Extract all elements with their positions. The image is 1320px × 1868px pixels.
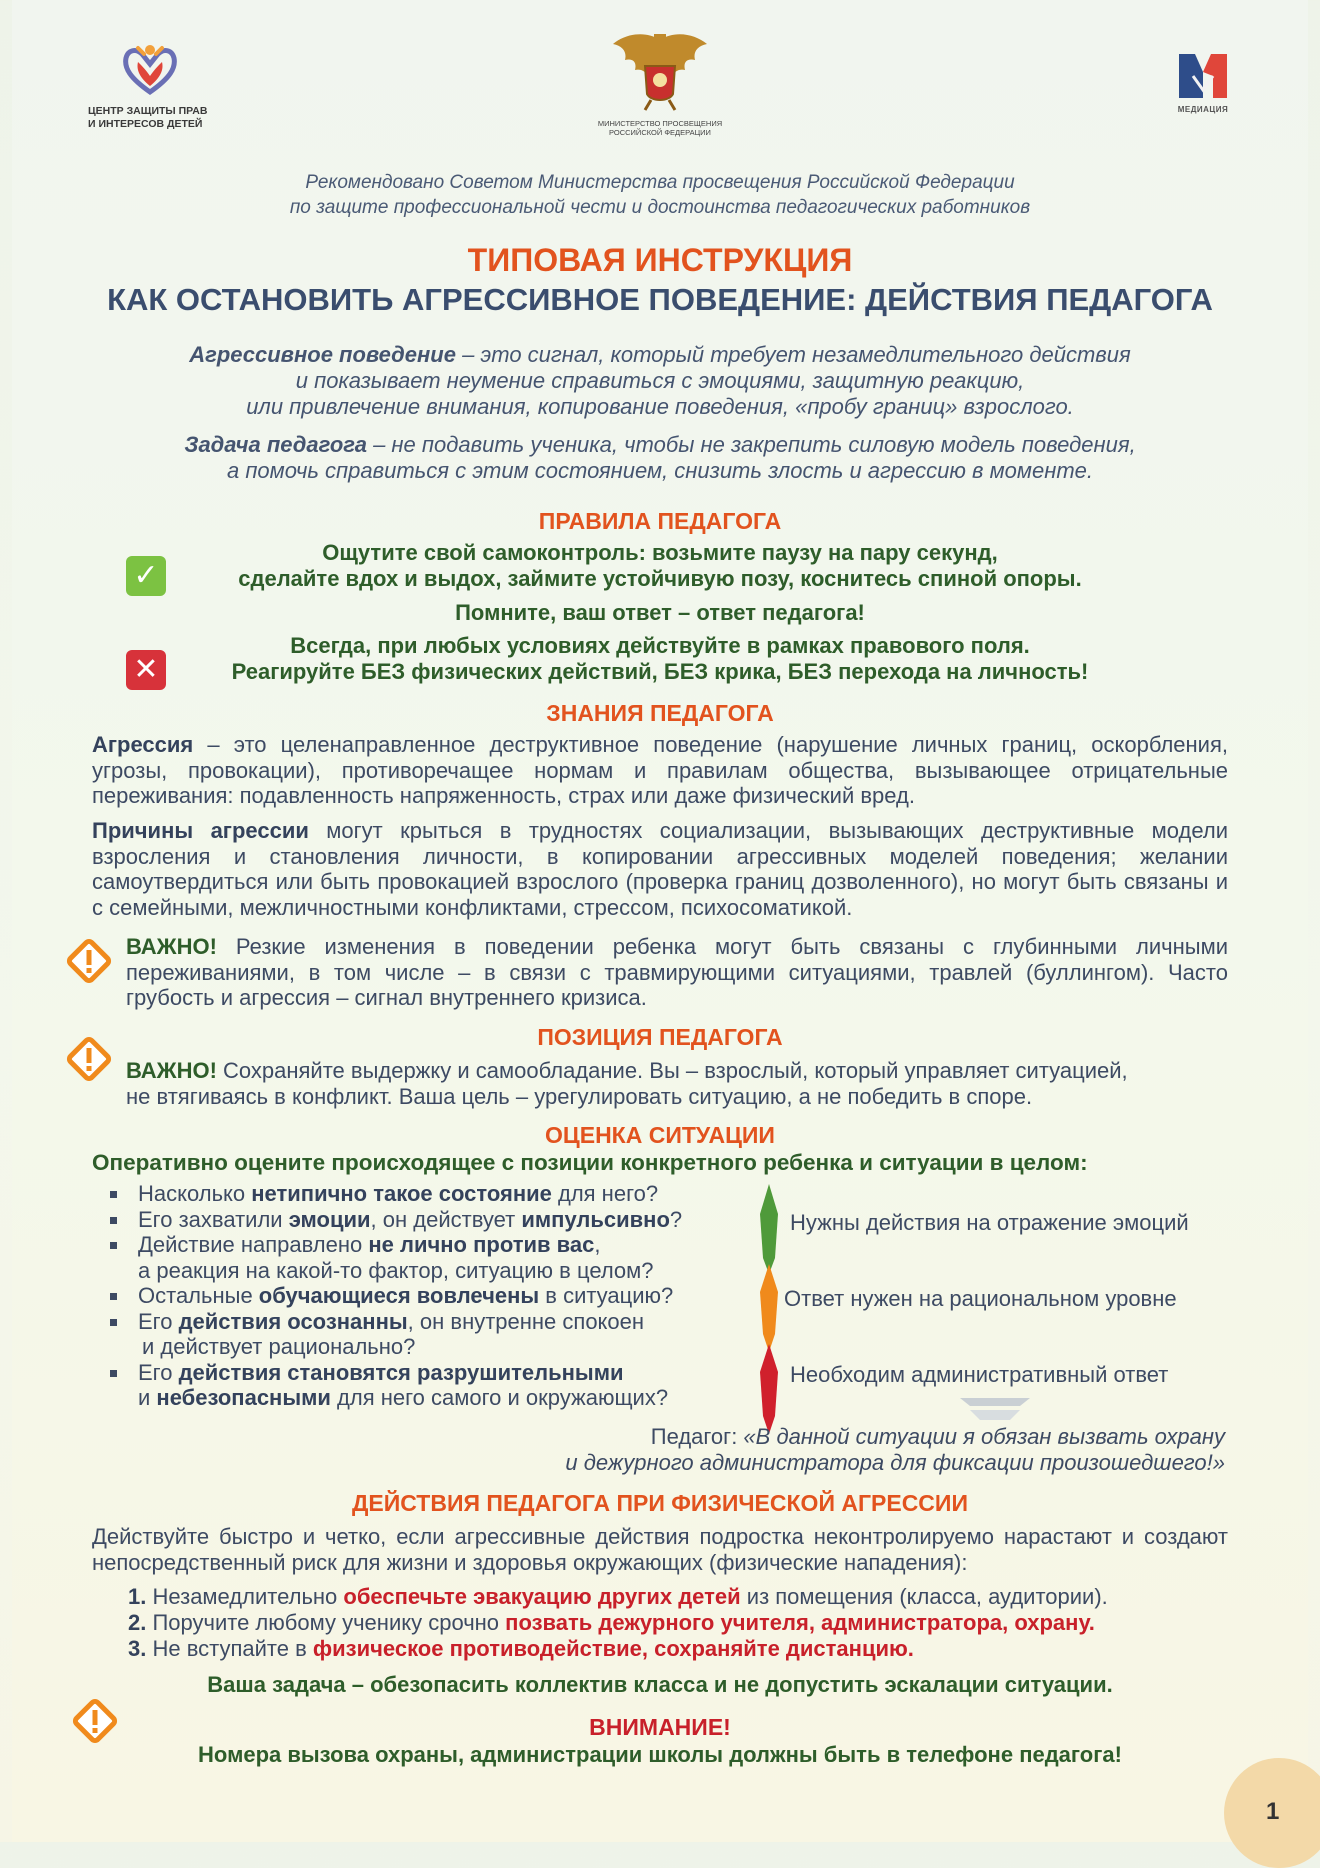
assessment-heading: ОЦЕНКА СИТУАЦИИ [545, 1122, 775, 1148]
ministry-caption-line1: МИНИСТЕРСТВО ПРОСВЕЩЕНИЯ [597, 119, 723, 128]
left-logo-caption [88, 105, 240, 131]
teacher-quote: Педагог: «В данной ситуации я обязан вызвать охрану и дежурного администратора для фиксации произошедшего!» [565, 1424, 1225, 1475]
response-emotional: Нужны действия на отражение эмоций [790, 1210, 1189, 1235]
response-rational: Ответ нужен на рациональном уровне [784, 1286, 1177, 1311]
document-subtitle: КАК ОСТАНОВИТЬ АГРЕССИВНОЕ ПОВЕДЕНИЕ: ДЕЙСТВИЯ ПЕДАГОГА [107, 282, 1213, 317]
ministry-caption-line2: РОССИЙСКОЙ ФЕДЕРАЦИИ [609, 128, 711, 137]
list-item-continuation: а реакция на какой-то фактор, ситуацию в целом? [138, 1257, 654, 1283]
intro-teacher-task: Задача педагога – не подавить ученика, чтобы не закрепить силовую модель поведения, а помочь справиться с этим состоянием, снизить злость и агрессию в моменте. [184, 432, 1136, 483]
ministry-emblem [590, 30, 730, 137]
left-logo-caption-line1: ЦЕНТР ЗАЩИТЫ ПРАВ [88, 105, 208, 117]
position-heading: ПОЗИЦИЯ ПЕДАГОГА [537, 1024, 783, 1050]
warning-icon [64, 1034, 114, 1084]
document-title: ТИПОВАЯ ИНСТРУКЦИЯ [467, 242, 853, 278]
position-important-note: ВАЖНО! Сохраняйте выдержку и самообладание. Вы – взрослый, который управляет ситуацией, не втягиваясь в конфликт. Ваша цель – урегулировать ситуацию, а не победить в споре. [126, 1058, 1128, 1109]
list-item: 1. Незамедлительно обеспечьте эвакуацию других детей из помещения (класса, аудитории). [128, 1584, 1108, 1609]
assessment-lead: Оперативно оцените происходящее с позиции конкретного ребенка и ситуации в целом: [92, 1150, 1088, 1175]
list-item: Его захватили эмоции, он действует импульсивно? [110, 1207, 760, 1233]
physical-aggression-heading: ДЕЙСТВИЯ ПЕДАГОГА ПРИ ФИЗИЧЕСКОЙ АГРЕССИИ [352, 1490, 968, 1516]
aggression-term: Агрессивное поведение [189, 342, 456, 367]
page-number-badge [1224, 1758, 1320, 1868]
mediation-caption: МЕДИАЦИЯ [1177, 105, 1229, 114]
phones-reminder: Номера вызова охраны, администрации школы должны быть в телефоне педагога! [198, 1742, 1122, 1767]
mediation-logo [1168, 46, 1238, 114]
page-number: 1 [1266, 1798, 1280, 1825]
list-item-continuation: и небезопасными для него самого и окружающих? [138, 1385, 669, 1410]
mediation-m-icon [1175, 46, 1231, 100]
rule-remember: Помните, ваш ответ – ответ педагога! [455, 600, 865, 625]
teacher-task-statement: Ваша задача – обезопасить коллектив класса и не допустить эскалации ситуации. [207, 1672, 1113, 1697]
list-item-continuation: и действует рационально? [142, 1334, 416, 1359]
recommendation-line1: Рекомендовано Советом Министерства просвещения Российской Федерации [305, 172, 1015, 193]
assessment-questions [110, 1181, 760, 1411]
rules-heading: ПРАВИЛА ПЕДАГОГА [538, 508, 782, 534]
rule-do: Ощутите свой самоконтроль: возьмите паузу на пару секунд, сделайте вдох и выдох, займите устойчивую позу, коснитесь спиной опоры. [238, 540, 1082, 591]
list-item: Его действия становятся разрушительными [110, 1360, 760, 1386]
warning-icon [64, 936, 114, 986]
recommendation-line2: по защите профессиональной чести и достоинства педагогических работников [289, 197, 1031, 218]
list-item: Насколько нетипично такое состояние для него? [110, 1181, 760, 1207]
physical-aggression-intro: Действуйте быстро и четко, если агрессивные действия подростка неконтролируемо нарастают и создают непосредственный риск для жизни и здоровья окружающих (физические нападения): [92, 1524, 1228, 1575]
ministry-caption [590, 119, 730, 137]
list-item: Его действия осознанны, он внутренне спокоен [110, 1309, 760, 1335]
left-logo-caption-line2: И ИНТЕРЕСОВ ДЕТЕЙ [88, 118, 203, 130]
double-headed-eagle-icon [605, 30, 715, 112]
chevron-down-icon [950, 1394, 1040, 1424]
physical-actions-list [128, 1584, 1238, 1662]
list-item: 2. Поручите любому ученику срочно позвать дежурного учителя, администратора, охрану. [128, 1610, 1095, 1635]
knowledge-important-note: ВАЖНО! Резкие изменения в поведении ребенка могут быть связаны с глубинными личными переживаниями, в том числе – в связи с травмирующими ситуациями, травлей (буллингом). Часто грубость и агрессия – сигнал внутреннего кризиса. [126, 934, 1228, 1010]
aggression-definition: Агрессия – это целенаправленное деструктивное поведение (нарушение личных границ, оскорбления, угрозы, провокации), противоречащее нормам и правилам общества, вызывающее отрицательные переживания: подавленность напряженность, страх или даже физический вред. [92, 732, 1228, 808]
child-rights-heart-icon [120, 40, 180, 96]
orange-arrow-icon [760, 1264, 778, 1352]
red-arrow-icon [760, 1344, 778, 1434]
list-item: Остальные обучающиеся вовлечены в ситуацию? [110, 1283, 760, 1309]
check-icon: ✓ [126, 556, 166, 596]
list-item: 3. Не вступайте в физическое противодействие, сохраняйте дистанцию. [128, 1636, 914, 1661]
child-rights-center-logo [80, 40, 240, 131]
green-arrow-icon [760, 1184, 778, 1274]
knowledge-heading: ЗНАНИЯ ПЕДАГОГА [546, 700, 774, 726]
attention-label: ВНИМАНИЕ! [589, 1714, 731, 1740]
recommendation-note [150, 170, 1170, 220]
aggression-causes: Причины агрессии могут крыться в трудностях социализации, вызывающих деструктивные модели взросления и становления личности, в копировании агрессивных моделей поведения; желании самоутвердиться или быть провокацией взрослого (проверка границ дозволенного), но могут быть связаны и с семейными, межличностными конфликтами, стрессом, психосоматикой. [92, 818, 1228, 920]
response-administrative: Необходим административный ответ [790, 1362, 1169, 1387]
cross-icon: ✕ [126, 650, 166, 690]
rule-dont: Всегда, при любых условиях действуйте в рамках правового поля. Реагируйте БЕЗ физических действий, БЕЗ крика, БЕЗ перехода на личность! [231, 633, 1089, 684]
teacher-task-term: Задача педагога [184, 432, 367, 457]
response-scale-arrows [758, 1184, 780, 1464]
list-item: Действие направлено не лично против вас, [110, 1232, 760, 1258]
intro-definition: Агрессивное поведение – это сигнал, который требует незамедлительного действия и показывает неумение справиться с эмоциями, защитную реакцию, или привлечение внимания, копирование поведения, «пробу границ» взрослого. [189, 342, 1131, 419]
